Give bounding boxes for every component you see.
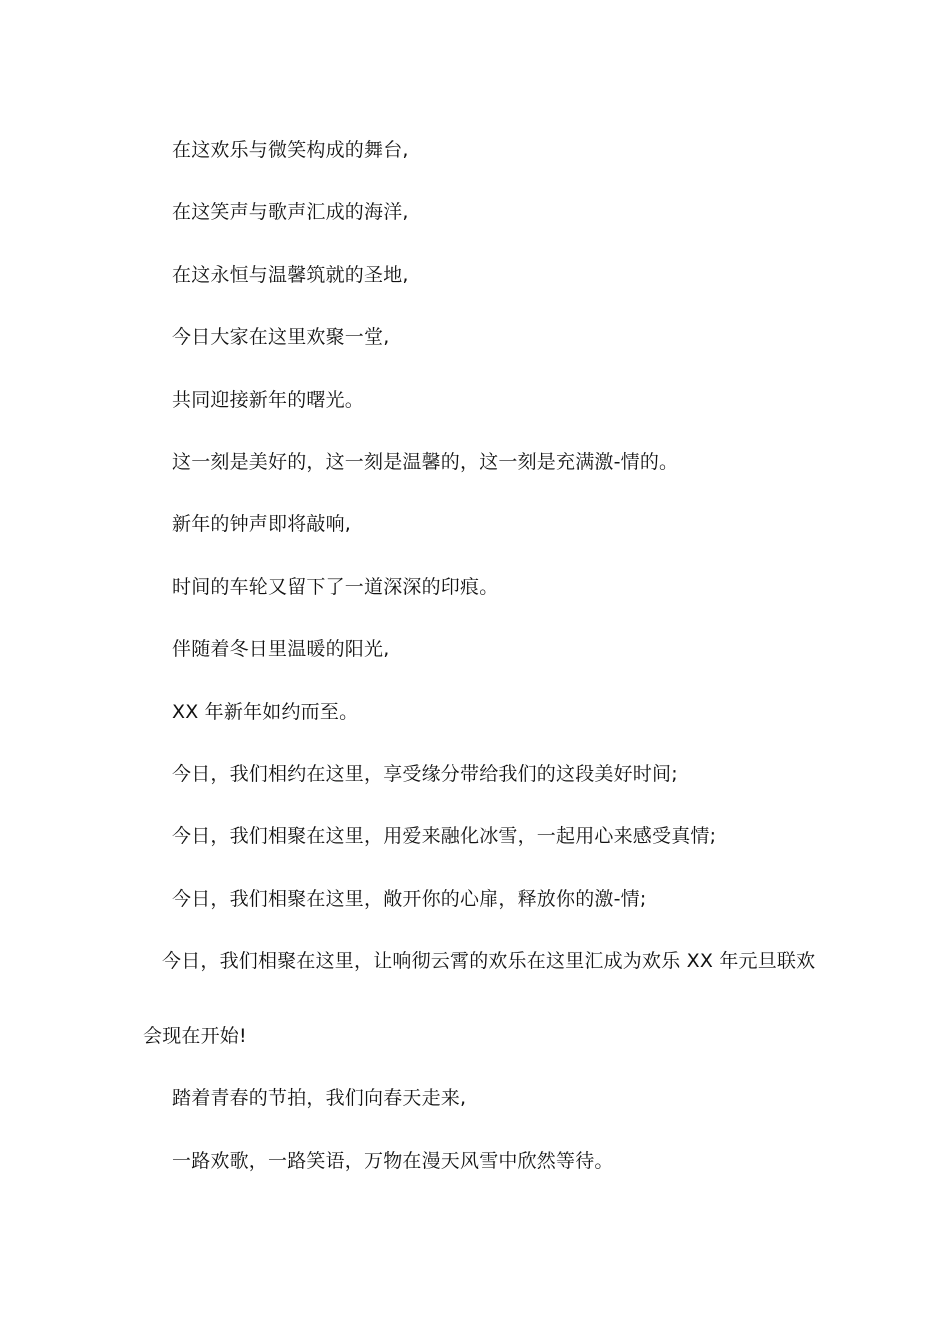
text-line: 一路欢歌，一路笑语，万物在漫天风雪中欣然等待。 — [172, 1150, 614, 1172]
text-line: 踏着青春的节拍，我们向春天走来, — [172, 1087, 467, 1109]
text-line: 今日，我们相聚在这里，让响彻云霄的欢乐在这里汇成为欢乐 XX 年元旦联欢 — [162, 950, 816, 972]
text-line: 在这永恒与温馨筑就的圣地, — [172, 264, 409, 286]
text-line: 在这笑声与歌声汇成的海洋, — [172, 201, 409, 223]
text-line: 今日大家在这里欢聚一堂, — [172, 326, 390, 348]
text-line: 今日，我们相聚在这里，用爱来融化冰雪，一起用心来感受真情; — [172, 825, 717, 847]
text-line: 共同迎接新年的曙光。 — [172, 389, 365, 411]
text-line: 在这欢乐与微笑构成的舞台, — [172, 139, 409, 161]
text-line: 伴随着冬日里温暖的阳光, — [172, 638, 390, 660]
text-line: XX 年新年如约而至。 — [172, 701, 359, 723]
text-line: 这一刻是美好的，这一刻是温馨的，这一刻是充满激-情的。 — [172, 451, 679, 473]
text-line: 时间的车轮又留下了一道深深的印痕。 — [172, 576, 499, 598]
text-line-continuation: 会现在开始! — [143, 1025, 247, 1047]
text-line: 今日，我们相约在这里，享受缘分带给我们的这段美好时间; — [172, 763, 678, 785]
text-line: 新年的钟声即将敲响, — [172, 513, 352, 535]
text-line: 今日，我们相聚在这里，敞开你的心扉，释放你的激-情; — [172, 888, 647, 910]
